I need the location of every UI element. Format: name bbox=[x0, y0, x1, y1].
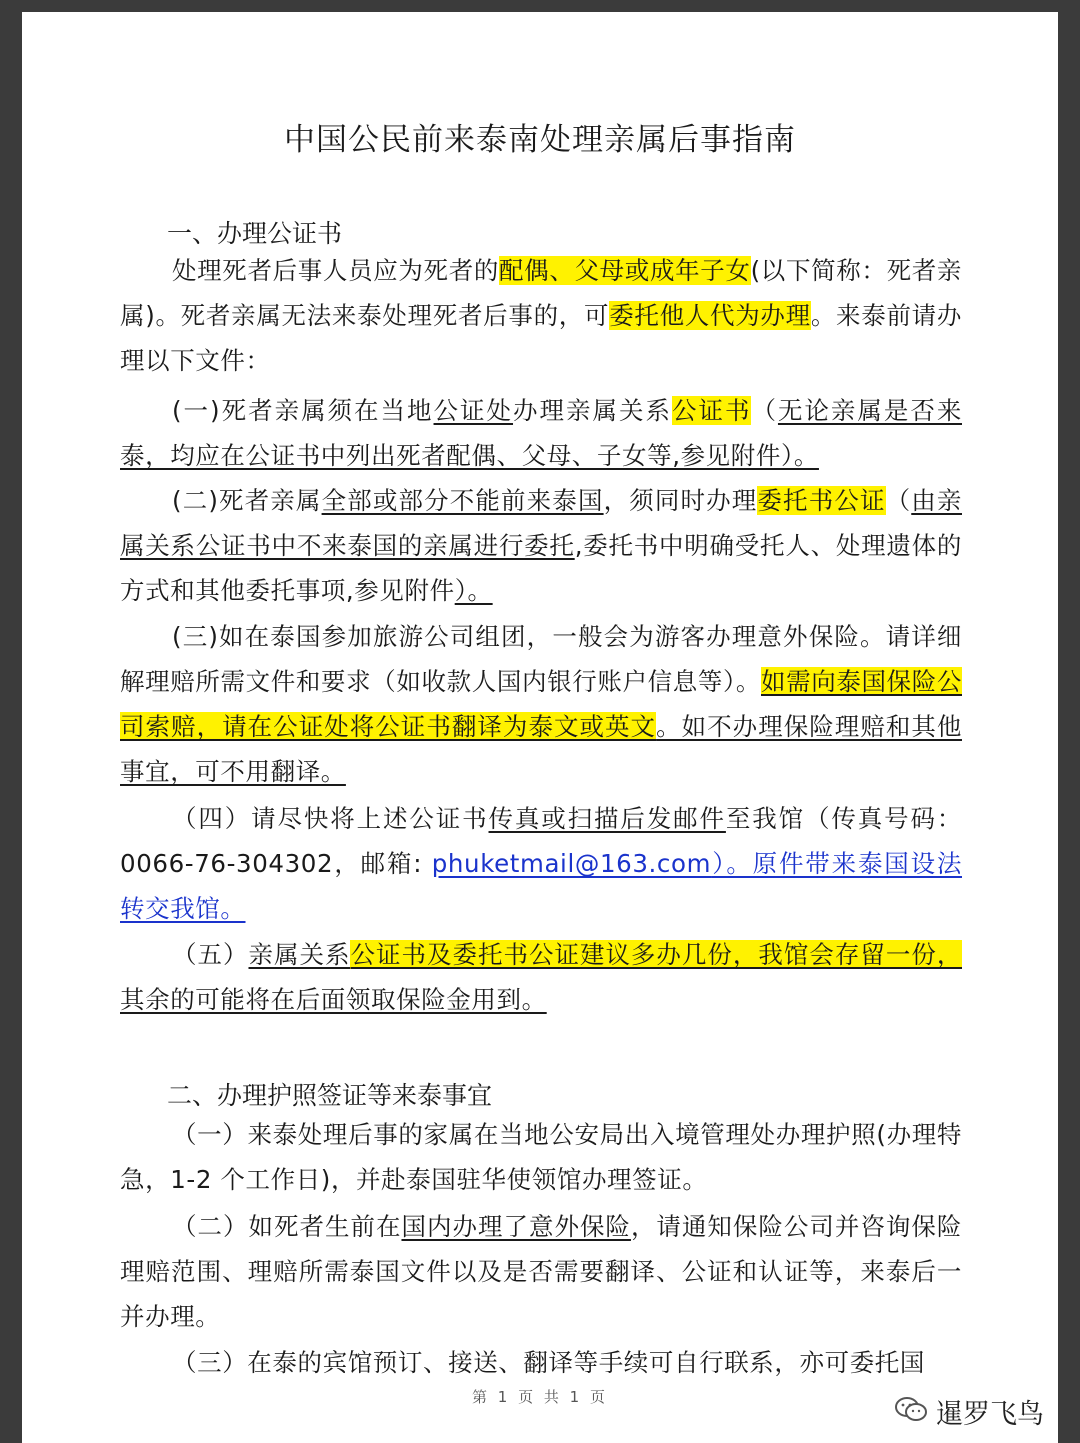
text: ，须同时办理 bbox=[603, 486, 758, 515]
highlight-text: 公证书及委托书公证建议多办几份，我馆会存留一份， bbox=[350, 940, 962, 969]
paragraph-hotel: （三）在泰的宾馆预订、接送、翻译等手续可自行联系，亦可委托国 bbox=[172, 1348, 925, 1377]
section-heading-1: 一、办理公证书 bbox=[167, 219, 343, 248]
text: （ bbox=[885, 486, 912, 515]
page-footer: 第 1 页 共 1 页 bbox=[472, 1388, 608, 1406]
highlight-text: 委托书公证 bbox=[757, 486, 886, 515]
text: (一)死者亲属须在当地 bbox=[172, 396, 434, 425]
highlight-text: 如需向泰国保险公司索赔，请在公证处将公证书翻译为泰文或英文 bbox=[120, 667, 962, 741]
paragraph-item-5 bbox=[120, 932, 962, 1022]
underlined-text: ）。 bbox=[781, 441, 819, 470]
text: (三)如在泰国参加旅游公司组团，一般会为游客办理意外保险。请详细解理赔所需文件和要求（如收款人国内银行账户信息等）。 bbox=[120, 622, 962, 696]
paragraph-item-2 bbox=[120, 478, 962, 613]
paragraph-intro bbox=[120, 248, 962, 383]
underlined-text: 公证处 bbox=[433, 396, 514, 425]
highlight-text: 公证书 bbox=[671, 396, 752, 425]
text: 办理亲属关系 bbox=[513, 396, 672, 425]
underlined-link-text: ）。原件带来泰国设法转交我馆。 bbox=[120, 849, 962, 923]
text: (二)死者亲属 bbox=[172, 486, 322, 515]
paragraph-item-4 bbox=[120, 796, 962, 931]
underlined-text: 亲属关系 bbox=[248, 940, 351, 969]
text: （ bbox=[751, 396, 778, 425]
underlined-text: 其余的可能将在后面领取保险金用到。 bbox=[120, 985, 547, 1014]
underlined-text: 无论亲属是否来泰，均应在公证书中列出死者配偶、父母、子女等,参见附件 bbox=[120, 396, 962, 470]
underlined-text: 全部或部分不能前来泰国 bbox=[321, 486, 604, 515]
text: ,委托书中明确受托人、处理遗体的方式和其他委托事项,参见附件 bbox=[120, 531, 962, 605]
document-title: 中国公民前来泰南处理亲属后事指南 bbox=[284, 122, 796, 158]
text: 至我馆（传真号码：0066-76-304302，邮箱: bbox=[120, 804, 963, 878]
paragraph-insurance bbox=[120, 1204, 962, 1339]
watermark-text: 暹罗飞鸟 bbox=[936, 1399, 1044, 1430]
highlight-text: 委托他人代为办理 bbox=[609, 301, 811, 330]
text: 。来泰前请办理以下文件： bbox=[120, 301, 962, 375]
text: （四）请尽快将上述公证书 bbox=[172, 804, 489, 833]
underlined-text: 国内办理了意外保险 bbox=[401, 1212, 631, 1241]
text: (以下简称：死者亲属)。死者亲属无法来泰处理死者后事的，可 bbox=[120, 256, 962, 330]
section-heading-2: 二、办理护照签证等来泰事宜 bbox=[167, 1081, 493, 1110]
underlined-text: 由亲属关系公证书中不来泰国的亲属进行委托 bbox=[120, 486, 962, 560]
highlight-text: 配偶、父母或成年子女 bbox=[499, 256, 751, 285]
paragraph-passport: （一）来泰处理后事的家属在当地公安局出入境管理处办理护照(办理特急，1-2 个工作日)，并赴泰国驻华使领馆办理签证。 bbox=[120, 1120, 962, 1194]
underlined-text: ）。 bbox=[454, 576, 493, 605]
document-page bbox=[22, 12, 1058, 1443]
text: 处理死者后事人员应为死者的 bbox=[172, 256, 500, 285]
text: ，请通知保险公司并咨询保险理赔范围、理赔所需泰国文件以及是否需要翻译、公证和认证等，来泰后一并办理。 bbox=[120, 1212, 962, 1331]
paragraph-item-1 bbox=[120, 388, 962, 478]
text: （二）如死者生前在 bbox=[172, 1212, 402, 1241]
email-link[interactable]: phuketmail@163.com bbox=[431, 849, 712, 878]
watermark bbox=[894, 1392, 1044, 1431]
wechat-icon bbox=[894, 1395, 928, 1429]
text: （五） bbox=[172, 940, 249, 969]
underlined-text: 。如不办理保险理赔和其他事宜，可不用翻译。 bbox=[120, 712, 962, 786]
paragraph-item-3 bbox=[120, 614, 962, 794]
underlined-text: 传真或扫描后发邮件 bbox=[488, 804, 726, 833]
